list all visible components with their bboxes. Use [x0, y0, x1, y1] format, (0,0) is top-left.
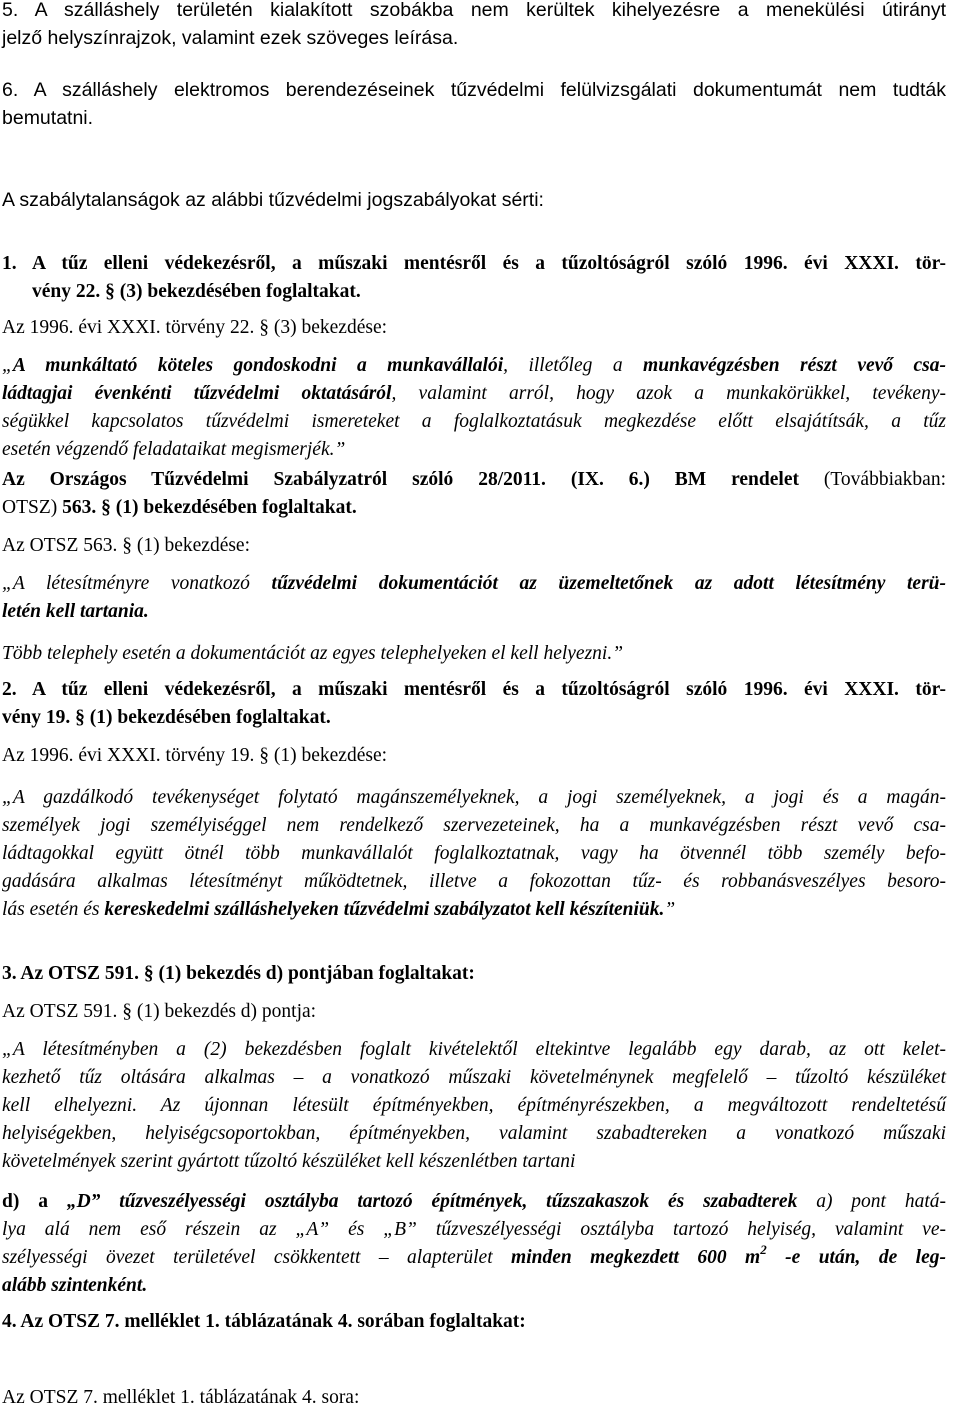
section-1-quote — [2, 352, 946, 464]
section-3-heading: 3. Az OTSZ 591. § (1) bekezdés d) pontjában foglaltakat: — [2, 963, 475, 984]
quote-3-line — [2, 840, 946, 868]
section-1-quote-3: Több telephely esetén a dokumentációt az egyes telephelyeken el kell helyezni.” — [2, 643, 624, 664]
section-2-reference: Az 1996. évi XXXI. törvény 19. § (1) bekezdése: — [2, 745, 388, 766]
quote-3-segment: kereskedelmi szálláshelyeken tűzvédelmi szabályzatot kell készíteniük. — [104, 899, 665, 920]
point-d-area: minden megkezdett 600 m — [511, 1247, 761, 1268]
quote-1-segment: „ — [2, 355, 13, 376]
quote-3-segment: ” — [664, 899, 676, 920]
section-3-point-d — [2, 1188, 946, 1300]
point-d-segment: a) pont hatá- — [797, 1191, 946, 1212]
quote-3-line — [2, 784, 946, 812]
quote-1-line — [2, 352, 946, 380]
violations-intro: A szabálytalanságok az alábbi tűzvédelmi jogszabályokat sérti: — [2, 189, 544, 211]
section-1-quote-2 — [2, 570, 946, 626]
section-3-reference: Az OTSZ 591. § (1) bekezdés d) pontja: — [2, 1001, 317, 1022]
point-d-line-3 — [2, 1244, 946, 1272]
section-1-reference-2: Az OTSZ 563. § (1) bekezdése: — [2, 535, 251, 556]
point-d-tail: -e után, de leg- — [766, 1247, 946, 1268]
section-1-reference: Az 1996. évi XXXI. törvény 22. § (3) bekezdése: — [2, 317, 388, 338]
section-2-quote — [2, 784, 946, 924]
quote-3-line — [2, 868, 946, 896]
quote-1-segment: ségükkel kapcsolatos tűzvédelmi ismereteket a foglalkoztatásuk megkezdése előtt elsajátítsák, a tűz — [2, 411, 946, 432]
quote-2-line — [2, 598, 946, 626]
point-d-line-2: lya alá nem eső részein az „A” és „B” tűzveszélyességi osztályba tartozó helyiség, valamint ve- — [2, 1219, 946, 1240]
quote-2-segment: letén kell tartania. — [2, 601, 149, 622]
otsz-citation-line-2 — [2, 494, 946, 522]
quote-3-segment: ládtagokkal együtt ötnél több munkavállalót foglalkoztatnak, vagy ha ötvennél több személy befo- — [2, 843, 946, 864]
otsz-citation-title: Az Országos Tűzvédelmi Szabályzatról szóló 28/2011. (IX. 6.) BM rendelet — [2, 469, 799, 490]
quote-1-line — [2, 436, 946, 464]
section-4-reference: Az OTSZ 7. melléklet 1. táblázatának 4. sora: — [2, 1387, 360, 1408]
section-1-heading-line-2: vény 22. § (3) bekezdésében foglaltakat. — [32, 281, 361, 302]
otsz-citation-abbrev: (Továbbiakban: — [798, 469, 946, 490]
quote-1-segment: ládtagjai évenkénti tűzvédelmi oktatásáról — [2, 383, 392, 404]
quote-4-line: kell elhelyezni. Az újonnan létesült építményekben, építményrészekben, a megváltozott rendeltetésű — [2, 1095, 946, 1116]
point-d-segment: „D” tűzveszélyességi osztályba tartozó építmények, tűzszakaszok és szabadterek — [66, 1191, 798, 1212]
point-d-line-4: alább szintenként. — [2, 1275, 148, 1296]
quote-3-segment: személyek jogi személyiséggel nem rendelkező szervezeteinek, ha a munkavégzésben részt vevő csa- — [2, 815, 946, 836]
section-4-heading: 4. Az OTSZ 7. melléklet 1. táblázatának 4. sorában foglaltakat: — [2, 1311, 526, 1332]
section-2-heading-line-2: vény 19. § (1) bekezdésében foglaltakat. — [2, 707, 331, 728]
point-d-text: szélyességi övezet területével csökkentett – alapterület — [2, 1247, 512, 1268]
quote-1-segment: A munkáltató köteles gondoskodni a munkavállalói — [12, 355, 504, 376]
point-d-segment: d) a — [2, 1191, 67, 1212]
quote-2-line — [2, 570, 946, 598]
quote-1-segment: munkavégzésben részt vevő csa- — [643, 355, 946, 376]
item-5-line-2: jelző helyszínrajzok, valamint ezek szöveges leírása. — [2, 27, 459, 49]
quote-1-line — [2, 408, 946, 436]
item-6-line-2: bemutatni. — [2, 107, 94, 129]
otsz-563-ref: 563. § (1) bekezdésében foglaltakat. — [62, 497, 357, 518]
quote-1-segment: , illetőleg a — [503, 355, 644, 376]
otsz-abbrev-end: OTSZ) — [2, 497, 63, 518]
section-3-quote — [2, 1036, 946, 1176]
quote-3-line — [2, 812, 946, 840]
quote-2-segment: tűzvédelmi dokumentációt az üzemeltetőnek az adott létesítmény terü- — [271, 573, 947, 594]
quote-4-line: kezhető tűz oltására alkalmas – a vonatkozó műszaki követelménynek megfelelő – tűzoltó készüléket — [2, 1067, 946, 1088]
point-d-line-1 — [2, 1188, 946, 1216]
quote-3-segment: „A gazdálkodó tevékenységet folytató magánszemélyeknek, a jogi személyeknek, a jogi és a magán- — [2, 787, 946, 808]
quote-1-segment: esetén végzendő feladataikat megismerjék.” — [2, 439, 346, 460]
quote-4-line: helyiségekben, helyiségcsoportokban, építményekben, valamint szabadtereken a vonatkozó műszaki — [2, 1123, 946, 1144]
quote-4-line: követelmények szerint gyártott tűzoltó készüléket kell készenlétben tartani — [2, 1151, 576, 1172]
quote-3-line — [2, 896, 946, 924]
quote-1-segment: , valamint arról, hogy azok a munkakörükkel, tevékeny- — [391, 383, 946, 404]
item-6-line-1: 6. A szálláshely elektromos berendezéseinek tűzvédelmi felülvizsgálati dokumentumát nem tudták — [2, 79, 946, 101]
quote-1-line — [2, 380, 946, 408]
quote-4-line: „A létesítményben a (2) bekezdésben foglalt kivételektől eltekintve legalább egy darab, az ott kelet- — [2, 1039, 946, 1060]
quote-3-segment: lás esetén és — [2, 899, 105, 920]
quote-2-segment: „A létesítményre vonatkozó — [2, 573, 272, 594]
otsz-citation-line-1 — [2, 466, 946, 494]
section-1-heading-line-1: 1. A tűz elleni védekezésről, a műszaki mentésről és a tűzoltóságról szóló 1996. évi XXXI. tör- — [2, 253, 946, 274]
item-5-line-1: 5. A szálláshely területén kialakított szobákba nem kerültek kihelyezésre a menekülési útirányt — [2, 0, 946, 21]
section-2-heading-line-1: 2. A tűz elleni védekezésről, a műszaki mentésről és a tűzoltóságról szóló 1996. évi XXXI. tör- — [2, 679, 946, 700]
point-d-superscript: 2 — [760, 1242, 767, 1257]
quote-3-segment: gadására alkalmas létesítményt működtetnek, illetve a fokozottan tűz- és robbanásveszélyes besoro- — [2, 871, 946, 892]
